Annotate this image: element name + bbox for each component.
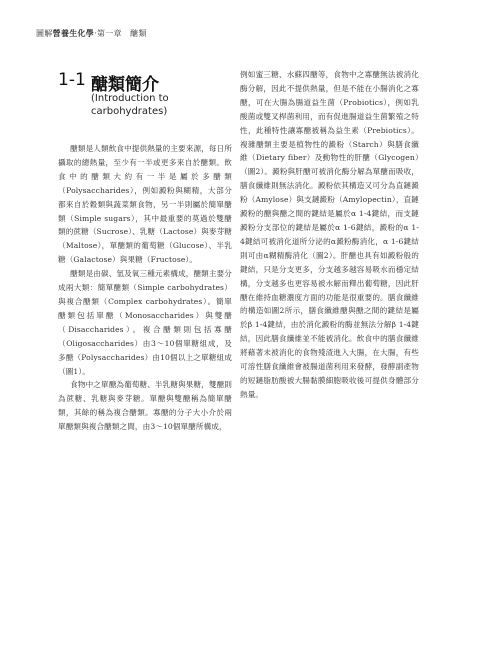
header-chapter: 第一章 醣類: [96, 29, 147, 38]
left-paragraph-2: 醣類是由碳、氫及氧三種元素構成，醣類主要分成兩大類：簡單醣類（Simple carbohydrates）與複合醣類（Complex carbohydrates）。簡單醣類包括單醣（Monosaccharides）與雙醣（Disaccharides）。複合醣類則包括寡醣（Oligosaccharides）由3～10個單糖組成，及多醣（Polysaccharides）由10個以上之單糖組成（圖1）。: [58, 269, 232, 376]
left-paragraph-3: 食物中之單醣為葡萄糖、半乳糖與果糖，雙醣則為蔗糖、乳糖與麥芽糖。單醣與雙醣稱為簡單醣類，其餘的稱為複合醣類。寡醣的分子大小介於兩單醣類與複合醣類之間，由3～10個單醣所構成，: [58, 380, 232, 432]
right-text-column: [240, 68, 419, 402]
section-number: 1-1: [58, 70, 86, 90]
left-text-column: [58, 142, 232, 434]
section-english-title: (Introduction to carbohydrates): [91, 93, 169, 117]
header-separator: ‧: [94, 29, 97, 38]
section-title: 醣類簡介: [91, 75, 159, 95]
header-book-title: 營養生化學: [52, 29, 95, 38]
right-paragraph-1: 例如蜜三糖、水蘇四醣等，食物中之寡醣無法被消化酶分解，因此不提供熱量，但是不能在小腸消化之寡醣，可在大腸為腸道益生菌（Probiotics），例如乳酸菌或雙叉桿菌利用，而有促進腸道益生菌繁殖之特性，此種特性讓寡醣被稱為益生素（Prebiotics）。複雜醣類主要是植物性的澱粉（Starch）與膳食纖維（Dietary fiber）及動物性的肝醣（Glycogen）（圖2）。澱粉與肝醣可被消化酶分解為單醣而吸收，膳食纖維則無法消化。澱粉依其構造又可分為直鏈澱粉（Amylose）與支鏈澱粉（Amylopectin），直鏈澱粉的醣與醣之間的鍵結是屬於α 1-4鍵結，而支鏈澱粉分支部位的鍵結是屬於α 1-6鍵結，澱粉的α 1-4鍵結可被消化道所分泌的α澱粉酶消化，α 1-6鍵結則可由α糊精酶消化（圖2）。肝醣也具有如澱粉般的鍵結，只是分支更多，分支越多越容易吸水而穩定結構，分支越多也更容易被水解而釋出葡萄糖，因此肝醣在維持血糖濃度方面的功能是很重要的。膳食纖維的構造如圖2所示，膳食纖維醣與醣之間的鍵結是屬於β 1-4鍵結，由於消化澱粉的酶並無法分解β 1-4鍵結，因此膳食纖維並不能被消化。飲食中的膳食纖維將藉著未被消化的食物殘渣進入大腸，在大腸，有些可溶性膳食纖維會被腸道菌利用來發酵，發酵副產物的短鏈脂肪酸被大腸黏膜細胞吸收後可提供身體部分熱量。: [240, 70, 419, 399]
running-header: [36, 28, 147, 39]
left-paragraph-1: 醣類是人類飲食中提供熱量的主要來源，每日所攝取的總熱量，至少有一半或更多來自於醣類。飲食中的醣類大約有一半是屬於多醣類（Polysaccharides），例如澱粉與糊精，大部分都來自於穀類與蔬菜類食物，另一半則屬於簡單醣類（Simple sugars），其中最重要的莫過於雙醣類的蔗糖（Sucrose）、乳糖（Lactose）與麥芽糖（Maltose），單醣類的葡萄糖（Glucose）、半乳糖（Galactose）與果糖（Fructose）。: [58, 144, 232, 265]
header-prefix: 圖解: [36, 29, 53, 38]
